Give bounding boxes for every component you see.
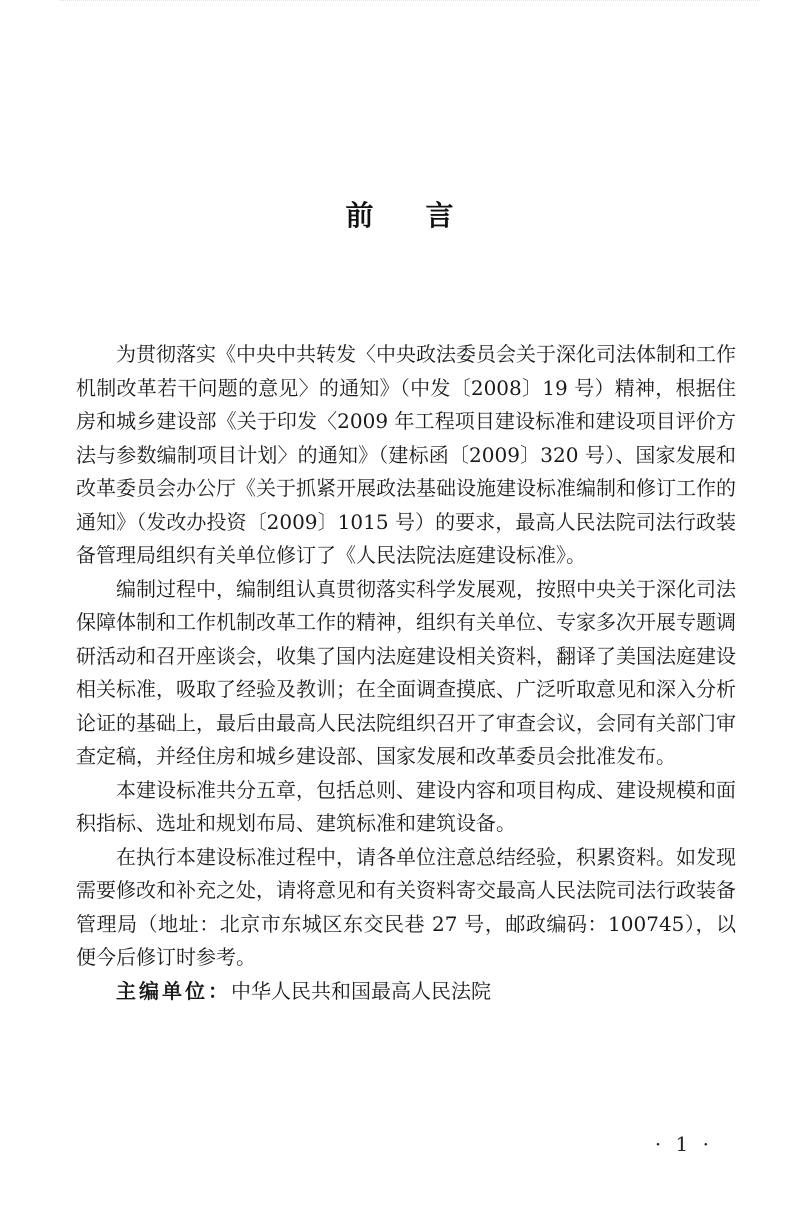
paragraph-3: 本建设标准共分五章，包括总则、建设内容和项目构成、建设规模和面积指标、选址和规划布局、建筑标准和建筑设备。: [76, 777, 736, 835]
chief-editor-line: [76, 975, 736, 1009]
scan-edge-artifact: [60, 0, 760, 9]
preface-body: [76, 338, 736, 1008]
paragraph-1: 为贯彻落实《中央中共转发〈中央政法委员会关于深化司法体制和工作机制改革若干问题的意见〉的通知》（中发〔2008〕19 号）精神，根据住房和城乡建设部《关于印发〈2009 年工程项目建设标准和建设项目评价方法与参数编制项目计划〉的通知》（建标函〔2009〕320 号）、国家发展和改革委员会办公厅《关于抓紧开展政法基础设施建设标准编制和修订工作的通知》（发改办投资〔2009〕1015 号）的要求，最高人民法院司法行政装备管理局组织有关单位修订了《人民法院法庭建设标准》。: [76, 342, 736, 567]
paragraph-2: 编制过程中，编制组认真贯彻落实科学发展观，按照中央关于深化司法保障体制和工作机制改革工作的精神，组织有关单位、专家多次开展专题调研活动和召开座谈会，收集了国内法庭建设相关资料，翻译了美国法庭建设相关标准，吸取了经验及教训；在全面调查摸底、广泛听取意见和深入分析论证的基础上，最后由最高人民法院组织召开了审查会议，会同有关部门审查定稿，并经住房和城乡建设部、国家发展和改革委员会批准发布。: [76, 576, 736, 768]
chief-editor-value: 中华人民共和国最高人民法院: [231, 978, 491, 1003]
page-number: · 1 ·: [654, 1132, 713, 1156]
chief-editor-label: 主编单位：: [116, 978, 231, 1003]
paragraph-4: 在执行本建设标准过程中，请各单位注意总结经验，积累资料。如发现需要修改和补充之处，请将意见和有关资料寄交最高人民法院司法行政装备管理局（地址：北京市东城区东交民巷 27 号，邮政编码：100745），以便今后修订时参考。: [76, 844, 736, 969]
page-title: 前言: [345, 199, 506, 232]
